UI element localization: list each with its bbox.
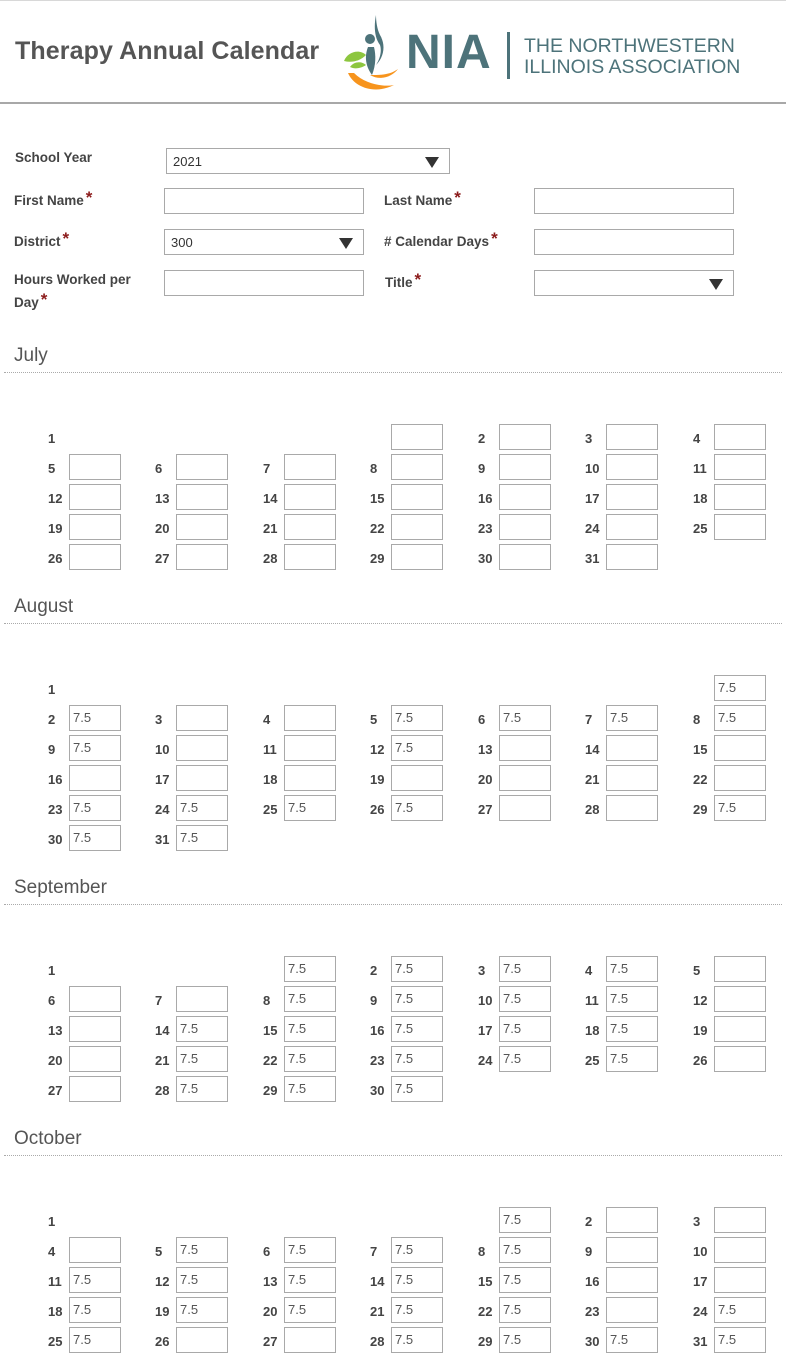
day-hours-input-july-18[interactable] — [714, 484, 766, 510]
day-hours-input-september-20[interactable] — [69, 1046, 121, 1072]
first-name-label: First Name * — [14, 188, 93, 208]
day-label-august-21: 21 — [585, 772, 600, 787]
day-label-september-9: 9 — [370, 993, 378, 1008]
day-label-september-12: 12 — [693, 993, 708, 1008]
required-asterisk: * — [491, 229, 498, 248]
month-title: August — [14, 596, 74, 617]
day-hours-input-july-3[interactable] — [606, 424, 658, 450]
day-hours-input-october-24[interactable]: 7.5 — [714, 1297, 766, 1323]
title-label: Title * — [385, 270, 422, 290]
day-hours-input-july-26[interactable] — [69, 544, 121, 570]
day-hours-input-september-2[interactable]: 7.5 — [391, 956, 443, 982]
day-label-october-22: 22 — [478, 1304, 493, 1319]
day-hours-input-july-20[interactable] — [176, 514, 228, 540]
day-hours-input-august-16[interactable] — [69, 765, 121, 791]
day-label-july-16: 16 — [478, 491, 493, 506]
day-hours-input-august-5[interactable]: 7.5 — [391, 705, 443, 731]
day-hours-input-october-3[interactable] — [714, 1207, 766, 1233]
day-label-october-5: 5 — [155, 1244, 163, 1259]
day-label-october-9: 9 — [585, 1244, 593, 1259]
day-hours-input-october-30[interactable]: 7.5 — [606, 1327, 658, 1353]
day-hours-input-september-10[interactable]: 7.5 — [499, 986, 551, 1012]
dropdown-arrow-icon — [709, 279, 723, 290]
day-label-september-17: 17 — [478, 1023, 493, 1038]
day-hours-input-august-1[interactable]: 7.5 — [714, 675, 766, 701]
day-hours-input-july-25[interactable] — [714, 514, 766, 540]
day-hours-input-july-8[interactable] — [391, 454, 443, 480]
nia-logo-icon — [340, 15, 402, 95]
day-label-september-23: 23 — [370, 1053, 385, 1068]
day-hours-input-october-15[interactable]: 7.5 — [499, 1267, 551, 1293]
day-hours-input-september-19[interactable] — [714, 1016, 766, 1042]
day-hours-input-october-6[interactable]: 7.5 — [284, 1237, 336, 1263]
day-hours-input-august-25[interactable]: 7.5 — [284, 795, 336, 821]
day-label-september-15: 15 — [263, 1023, 278, 1038]
day-label-july-18: 18 — [693, 491, 708, 506]
day-label-august-5: 5 — [370, 712, 378, 727]
day-label-august-30: 30 — [48, 832, 63, 847]
day-hours-input-september-30[interactable]: 7.5 — [391, 1076, 443, 1102]
required-asterisk: * — [40, 290, 48, 309]
day-hours-input-august-4[interactable] — [284, 705, 336, 731]
day-label-october-24: 24 — [693, 1304, 708, 1319]
month-title: July — [14, 345, 48, 366]
day-label-october-19: 19 — [155, 1304, 170, 1319]
day-hours-input-july-4[interactable] — [714, 424, 766, 450]
day-label-september-21: 21 — [155, 1053, 170, 1068]
day-hours-input-october-4[interactable] — [69, 1237, 121, 1263]
day-hours-input-september-21[interactable]: 7.5 — [176, 1046, 228, 1072]
day-label-august-10: 10 — [155, 742, 170, 757]
month-title: September — [14, 877, 107, 898]
day-hours-input-october-23[interactable] — [606, 1297, 658, 1323]
day-label-october-28: 28 — [370, 1334, 385, 1349]
day-hours-input-september-22[interactable]: 7.5 — [284, 1046, 336, 1072]
day-label-august-18: 18 — [263, 772, 278, 787]
day-label-august-13: 13 — [478, 742, 493, 757]
logo-org-line2: ILLINOIS ASSOCIATION — [524, 56, 741, 78]
day-label-july-23: 23 — [478, 521, 493, 536]
day-hours-input-august-9[interactable]: 7.5 — [69, 735, 121, 761]
page-title: Therapy Annual Calendar — [15, 37, 320, 65]
day-label-august-4: 4 — [263, 712, 271, 727]
day-hours-input-october-8[interactable]: 7.5 — [499, 1237, 551, 1263]
day-label-august-6: 6 — [478, 712, 486, 727]
day-label-july-12: 12 — [48, 491, 63, 506]
day-hours-input-october-2[interactable] — [606, 1207, 658, 1233]
day-label-september-28: 28 — [155, 1083, 170, 1098]
day-hours-input-july-7[interactable] — [284, 454, 336, 480]
day-label-july-27: 27 — [155, 551, 170, 566]
day-label-july-15: 15 — [370, 491, 385, 506]
day-hours-input-october-12[interactable]: 7.5 — [176, 1267, 228, 1293]
district-value: 300 — [171, 235, 193, 250]
day-hours-input-september-25[interactable]: 7.5 — [606, 1046, 658, 1072]
day-hours-input-july-29[interactable] — [391, 544, 443, 570]
day-hours-input-august-13[interactable] — [499, 735, 551, 761]
day-hours-input-september-9[interactable]: 7.5 — [391, 986, 443, 1012]
day-label-october-15: 15 — [478, 1274, 493, 1289]
day-label-september-2: 2 — [370, 963, 378, 978]
day-hours-input-july-28[interactable] — [284, 544, 336, 570]
required-asterisk: * — [414, 270, 422, 289]
day-label-october-14: 14 — [370, 1274, 385, 1289]
day-label-october-25: 25 — [48, 1334, 63, 1349]
day-hours-input-october-14[interactable]: 7.5 — [391, 1267, 443, 1293]
day-hours-input-october-28[interactable]: 7.5 — [391, 1327, 443, 1353]
day-hours-input-august-10[interactable] — [176, 735, 228, 761]
day-label-august-12: 12 — [370, 742, 385, 757]
logo-org-line1: THE NORTHWESTERN — [524, 35, 735, 57]
day-label-october-13: 13 — [263, 1274, 278, 1289]
day-label-october-8: 8 — [478, 1244, 486, 1259]
day-hours-input-july-27[interactable] — [176, 544, 228, 570]
day-label-october-16: 16 — [585, 1274, 600, 1289]
day-label-october-3: 3 — [693, 1214, 701, 1229]
day-label-august-25: 25 — [263, 802, 278, 817]
calendar-days-field[interactable] — [534, 229, 734, 255]
day-hours-input-september-4[interactable]: 7.5 — [606, 956, 658, 982]
day-hours-input-october-29[interactable]: 7.5 — [499, 1327, 551, 1353]
day-hours-input-july-5[interactable] — [69, 454, 121, 480]
day-hours-input-august-24[interactable]: 7.5 — [176, 795, 228, 821]
logo-divider — [507, 32, 510, 79]
day-label-august-26: 26 — [370, 802, 385, 817]
dropdown-arrow-icon — [339, 238, 353, 249]
day-label-september-1: 1 — [48, 963, 56, 978]
day-hours-input-july-23[interactable] — [499, 514, 551, 540]
day-label-july-7: 7 — [263, 461, 271, 476]
last-name-field[interactable] — [534, 188, 734, 214]
day-hours-input-october-22[interactable]: 7.5 — [499, 1297, 551, 1323]
day-label-september-26: 26 — [693, 1053, 708, 1068]
day-label-august-23: 23 — [48, 802, 63, 817]
day-hours-input-october-1[interactable]: 7.5 — [499, 1207, 551, 1233]
day-hours-input-october-25[interactable]: 7.5 — [69, 1327, 121, 1353]
district-select[interactable] — [164, 229, 364, 255]
day-hours-input-september-16[interactable]: 7.5 — [391, 1016, 443, 1042]
day-hours-input-october-18[interactable]: 7.5 — [69, 1297, 121, 1323]
day-label-july-14: 14 — [263, 491, 278, 506]
day-hours-input-august-18[interactable] — [284, 765, 336, 791]
day-label-october-12: 12 — [155, 1274, 170, 1289]
day-hours-input-september-28[interactable]: 7.5 — [176, 1076, 228, 1102]
day-label-august-11: 11 — [263, 742, 277, 757]
day-label-july-22: 22 — [370, 521, 385, 536]
day-label-september-11: 11 — [585, 993, 599, 1008]
day-label-august-24: 24 — [155, 802, 170, 817]
day-label-september-14: 14 — [155, 1023, 170, 1038]
required-asterisk: * — [454, 188, 461, 207]
day-label-july-11: 11 — [693, 461, 707, 476]
month-title: October — [14, 1128, 82, 1149]
day-label-july-1: 1 — [48, 431, 56, 446]
day-label-september-20: 20 — [48, 1053, 63, 1068]
day-label-september-7: 7 — [155, 993, 163, 1008]
day-label-july-10: 10 — [585, 461, 600, 476]
day-label-september-6: 6 — [48, 993, 56, 1008]
title-select[interactable] — [534, 270, 734, 296]
school-year-select[interactable] — [166, 148, 450, 174]
day-label-october-10: 10 — [693, 1244, 708, 1259]
day-hours-input-october-21[interactable]: 7.5 — [391, 1297, 443, 1323]
day-hours-input-october-19[interactable]: 7.5 — [176, 1297, 228, 1323]
school-year-label: School Year — [15, 150, 93, 165]
day-label-september-25: 25 — [585, 1053, 600, 1068]
day-hours-input-august-15[interactable] — [714, 735, 766, 761]
day-label-september-30: 30 — [370, 1083, 385, 1098]
day-hours-input-july-14[interactable] — [284, 484, 336, 510]
day-label-august-19: 19 — [370, 772, 385, 787]
day-label-july-8: 8 — [370, 461, 378, 476]
day-label-july-24: 24 — [585, 521, 600, 536]
required-asterisk: * — [85, 188, 93, 207]
day-hours-input-october-11[interactable]: 7.5 — [69, 1267, 121, 1293]
day-hours-input-october-7[interactable]: 7.5 — [391, 1237, 443, 1263]
day-hours-input-august-28[interactable] — [606, 795, 658, 821]
day-label-october-11: 11 — [48, 1274, 62, 1289]
day-hours-input-july-16[interactable] — [499, 484, 551, 510]
day-label-september-3: 3 — [478, 963, 486, 978]
hours-worked-field[interactable] — [164, 270, 364, 296]
day-label-august-17: 17 — [155, 772, 170, 787]
day-label-august-8: 8 — [693, 712, 701, 727]
required-asterisk: * — [62, 229, 70, 248]
month-divider — [4, 1155, 782, 1156]
day-label-september-16: 16 — [370, 1023, 385, 1038]
first-name-field[interactable] — [164, 188, 364, 214]
day-hours-input-august-19[interactable] — [391, 765, 443, 791]
day-hours-input-september-1[interactable]: 7.5 — [284, 956, 336, 982]
day-label-october-27: 27 — [263, 1334, 278, 1349]
day-label-october-7: 7 — [370, 1244, 378, 1259]
day-label-october-2: 2 — [585, 1214, 593, 1229]
day-hours-input-october-5[interactable]: 7.5 — [176, 1237, 228, 1263]
day-label-october-1: 1 — [48, 1214, 56, 1229]
day-label-august-7: 7 — [585, 712, 593, 727]
day-hours-input-july-21[interactable] — [284, 514, 336, 540]
day-label-august-16: 16 — [48, 772, 63, 787]
day-hours-input-september-12[interactable] — [714, 986, 766, 1012]
day-hours-input-july-11[interactable] — [714, 454, 766, 480]
day-label-july-9: 9 — [478, 461, 486, 476]
day-label-september-5: 5 — [693, 963, 701, 978]
day-hours-input-august-31[interactable]: 7.5 — [176, 825, 228, 851]
logo-wordmark: NIA — [406, 26, 492, 79]
day-label-september-18: 18 — [585, 1023, 600, 1038]
page-header — [0, 0, 786, 104]
day-label-august-20: 20 — [478, 772, 493, 787]
day-label-september-4: 4 — [585, 963, 593, 978]
day-hours-input-september-11[interactable]: 7.5 — [606, 986, 658, 1012]
day-label-july-17: 17 — [585, 491, 600, 506]
day-label-october-4: 4 — [48, 1244, 56, 1259]
day-label-september-24: 24 — [478, 1053, 493, 1068]
day-hours-input-july-9[interactable] — [499, 454, 551, 480]
month-divider — [4, 623, 782, 624]
day-label-july-3: 3 — [585, 431, 593, 446]
day-hours-input-october-17[interactable] — [714, 1267, 766, 1293]
day-hours-input-july-24[interactable] — [606, 514, 658, 540]
day-hours-input-july-17[interactable] — [606, 484, 658, 510]
day-hours-input-october-9[interactable] — [606, 1237, 658, 1263]
last-name-label: Last Name * — [384, 188, 461, 208]
day-label-september-27: 27 — [48, 1083, 63, 1098]
day-label-july-26: 26 — [48, 551, 63, 566]
day-hours-input-september-14[interactable]: 7.5 — [176, 1016, 228, 1042]
day-label-july-2: 2 — [478, 431, 486, 446]
day-label-october-26: 26 — [155, 1334, 170, 1349]
day-label-august-28: 28 — [585, 802, 600, 817]
day-hours-input-august-21[interactable] — [606, 765, 658, 791]
day-hours-input-september-5[interactable] — [714, 956, 766, 982]
day-hours-input-august-27[interactable] — [499, 795, 551, 821]
day-hours-input-july-19[interactable] — [69, 514, 121, 540]
day-label-july-30: 30 — [478, 551, 493, 566]
day-hours-input-october-26[interactable] — [176, 1327, 228, 1353]
day-hours-input-august-11[interactable] — [284, 735, 336, 761]
day-hours-input-july-2[interactable] — [499, 424, 551, 450]
day-hours-input-september-27[interactable] — [69, 1076, 121, 1102]
day-label-july-13: 13 — [155, 491, 170, 506]
day-hours-input-july-22[interactable] — [391, 514, 443, 540]
day-hours-input-september-3[interactable]: 7.5 — [499, 956, 551, 982]
day-hours-input-september-17[interactable]: 7.5 — [499, 1016, 551, 1042]
day-label-july-31: 31 — [585, 551, 600, 566]
day-label-july-29: 29 — [370, 551, 385, 566]
day-hours-input-july-1[interactable] — [391, 424, 443, 450]
day-label-october-21: 21 — [370, 1304, 385, 1319]
day-hours-input-october-31[interactable]: 7.5 — [714, 1327, 766, 1353]
day-hours-input-august-7[interactable]: 7.5 — [606, 705, 658, 731]
school-year-value: 2021 — [173, 154, 202, 169]
day-hours-input-september-13[interactable] — [69, 1016, 121, 1042]
day-hours-input-july-30[interactable] — [499, 544, 551, 570]
day-hours-input-august-20[interactable] — [499, 765, 551, 791]
day-label-july-28: 28 — [263, 551, 278, 566]
day-label-july-6: 6 — [155, 461, 163, 476]
day-label-july-25: 25 — [693, 521, 708, 536]
day-hours-input-october-16[interactable] — [606, 1267, 658, 1293]
day-label-august-31: 31 — [155, 832, 170, 847]
day-hours-input-september-26[interactable] — [714, 1046, 766, 1072]
day-label-september-10: 10 — [478, 993, 493, 1008]
day-label-september-29: 29 — [263, 1083, 278, 1098]
day-hours-input-july-12[interactable] — [69, 484, 121, 510]
day-hours-input-august-17[interactable] — [176, 765, 228, 791]
day-hours-input-august-14[interactable] — [606, 735, 658, 761]
day-hours-input-september-24[interactable]: 7.5 — [499, 1046, 551, 1072]
month-divider — [4, 904, 782, 905]
day-hours-input-july-13[interactable] — [176, 484, 228, 510]
day-hours-input-august-26[interactable]: 7.5 — [391, 795, 443, 821]
day-hours-input-september-29[interactable]: 7.5 — [284, 1076, 336, 1102]
day-label-october-20: 20 — [263, 1304, 278, 1319]
day-label-october-31: 31 — [693, 1334, 708, 1349]
day-label-august-22: 22 — [693, 772, 708, 787]
day-label-august-3: 3 — [155, 712, 163, 727]
day-hours-input-july-10[interactable] — [606, 454, 658, 480]
day-hours-input-september-6[interactable] — [69, 986, 121, 1012]
day-hours-input-october-10[interactable] — [714, 1237, 766, 1263]
day-label-october-6: 6 — [263, 1244, 271, 1259]
day-label-august-2: 2 — [48, 712, 56, 727]
day-hours-input-september-8[interactable]: 7.5 — [284, 986, 336, 1012]
day-label-september-19: 19 — [693, 1023, 708, 1038]
day-label-july-20: 20 — [155, 521, 170, 536]
day-hours-input-september-7[interactable] — [176, 986, 228, 1012]
day-label-july-4: 4 — [693, 431, 701, 446]
day-label-september-22: 22 — [263, 1053, 278, 1068]
day-label-august-14: 14 — [585, 742, 600, 757]
day-label-october-30: 30 — [585, 1334, 600, 1349]
day-hours-input-october-27[interactable] — [284, 1327, 336, 1353]
day-hours-input-september-15[interactable]: 7.5 — [284, 1016, 336, 1042]
day-label-october-17: 17 — [693, 1274, 708, 1289]
day-hours-input-august-8[interactable]: 7.5 — [714, 705, 766, 731]
day-label-september-13: 13 — [48, 1023, 63, 1038]
dropdown-arrow-icon — [425, 157, 439, 168]
day-hours-input-august-29[interactable]: 7.5 — [714, 795, 766, 821]
day-label-august-29: 29 — [693, 802, 708, 817]
day-label-august-9: 9 — [48, 742, 56, 757]
day-label-august-27: 27 — [478, 802, 493, 817]
day-label-october-23: 23 — [585, 1304, 600, 1319]
day-hours-input-august-23[interactable]: 7.5 — [69, 795, 121, 821]
day-hours-input-october-20[interactable]: 7.5 — [284, 1297, 336, 1323]
day-label-october-18: 18 — [48, 1304, 63, 1319]
day-label-july-21: 21 — [263, 521, 278, 536]
day-hours-input-july-31[interactable] — [606, 544, 658, 570]
hours-worked-label: Hours Worked per Day * — [14, 272, 131, 310]
day-hours-input-august-30[interactable]: 7.5 — [69, 825, 121, 851]
day-hours-input-july-15[interactable] — [391, 484, 443, 510]
day-hours-input-september-18[interactable]: 7.5 — [606, 1016, 658, 1042]
day-hours-input-august-2[interactable]: 7.5 — [69, 705, 121, 731]
day-hours-input-august-22[interactable] — [714, 765, 766, 791]
day-hours-input-october-13[interactable]: 7.5 — [284, 1267, 336, 1293]
day-label-august-1: 1 — [48, 682, 56, 697]
day-hours-input-july-6[interactable] — [176, 454, 228, 480]
day-label-july-5: 5 — [48, 461, 56, 476]
day-hours-input-august-12[interactable]: 7.5 — [391, 735, 443, 761]
day-label-july-19: 19 — [48, 521, 63, 536]
calendar-days-label: # Calendar Days * — [384, 229, 498, 249]
day-hours-input-august-3[interactable] — [176, 705, 228, 731]
day-hours-input-september-23[interactable]: 7.5 — [391, 1046, 443, 1072]
month-divider — [4, 372, 782, 373]
day-hours-input-august-6[interactable]: 7.5 — [499, 705, 551, 731]
district-label: District * — [14, 229, 70, 249]
day-label-october-29: 29 — [478, 1334, 493, 1349]
day-label-august-15: 15 — [693, 742, 708, 757]
day-label-september-8: 8 — [263, 993, 271, 1008]
